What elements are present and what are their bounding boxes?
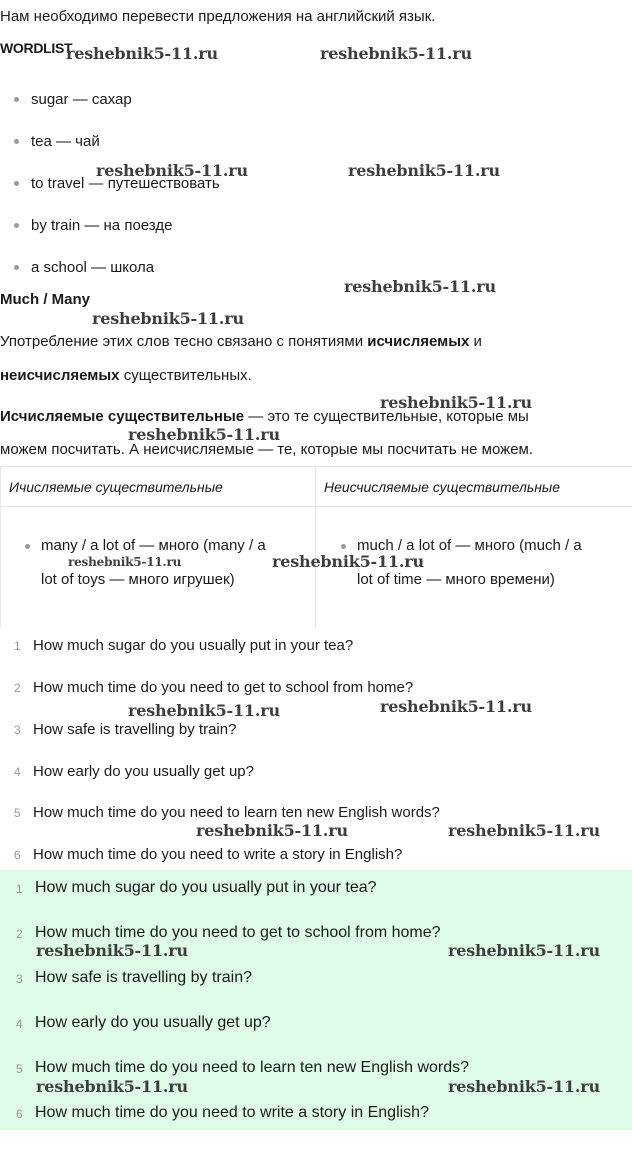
bullet-icon <box>14 139 19 144</box>
wordlist-item: to travel — путешествовать <box>14 175 220 192</box>
wordlist-heading: WORDLIST <box>0 40 73 56</box>
watermark: reshebnik5-11.ru <box>68 555 182 569</box>
table-header-uncountable: Неисчисляемые существительные <box>315 467 632 507</box>
bullet-icon <box>14 97 19 102</box>
table-cell-uncountable: much / a lot of — много (much / a lot of time — много времени) <box>357 529 582 597</box>
watermark: reshebnik5-11.ru <box>448 1077 600 1096</box>
watermark: reshebnik5-11.ru <box>448 821 600 840</box>
watermark: reshebnik5-11.ru <box>36 941 188 960</box>
paragraph-line: Употребление этих слов тесно связано с понятиями исчисляемых и <box>0 333 482 350</box>
much-many-heading: Much / Many <box>0 291 91 308</box>
watermark: reshebnik5-11.ru <box>196 821 348 840</box>
watermark: reshebnik5-11.ru <box>380 697 532 716</box>
bullet-icon <box>341 544 346 549</box>
watermark: reshebnik5-11.ru <box>272 552 424 571</box>
table-divider <box>0 507 1 628</box>
bullet-icon <box>14 181 19 186</box>
watermark: reshebnik5-11.ru <box>36 1077 188 1096</box>
watermark: reshebnik5-11.ru <box>380 393 532 412</box>
watermark: reshebnik5-11.ru <box>448 941 600 960</box>
table-cell-countable: many / a lot of — много (many / a lot of toys — много игрушек) <box>41 529 266 597</box>
answers-block: 1 How much sugar do you usually put in your tea? 2 How much time do you need to get to school from home? 3 How safe is travelling by train? 4 How early do you usually get up? 5 How much time do you need to learn ten new English words? 6 How much time do you need to write a story in English? <box>0 870 632 1130</box>
wordlist-item: by train — на поезде <box>14 217 172 234</box>
table-header-countable: Ичисляемые существительные <box>0 467 315 507</box>
paragraph-line: Исчисляемые существительные — это те существительные, которые мы <box>0 408 529 425</box>
intro-text: Нам необходимо перевести предложения на английский язык. <box>0 8 436 25</box>
watermark: reshebnik5-11.ru <box>128 701 280 720</box>
watermark: reshebnik5-11.ru <box>96 161 248 180</box>
countable-table <box>0 466 632 628</box>
bullet-icon <box>14 265 19 270</box>
bullet-icon <box>14 223 19 228</box>
paragraph-line: неисчисляемых существительных. <box>0 367 252 384</box>
watermark: reshebnik5-11.ru <box>128 425 280 444</box>
watermark: reshebnik5-11.ru <box>320 44 472 63</box>
wordlist-item: sugar — сахар <box>14 91 132 108</box>
wordlist-item: tea — чай <box>14 133 100 150</box>
bullet-icon <box>25 544 30 549</box>
watermark: reshebnik5-11.ru <box>348 161 500 180</box>
watermark: reshebnik5-11.ru <box>344 277 496 296</box>
paragraph-line: можем посчитать. А неисчисляемые — те, которые мы посчитать не можем. <box>0 441 534 458</box>
watermark: reshebnik5-11.ru <box>66 44 218 63</box>
wordlist-item: a school — школа <box>14 259 154 276</box>
watermark: reshebnik5-11.ru <box>92 309 244 328</box>
